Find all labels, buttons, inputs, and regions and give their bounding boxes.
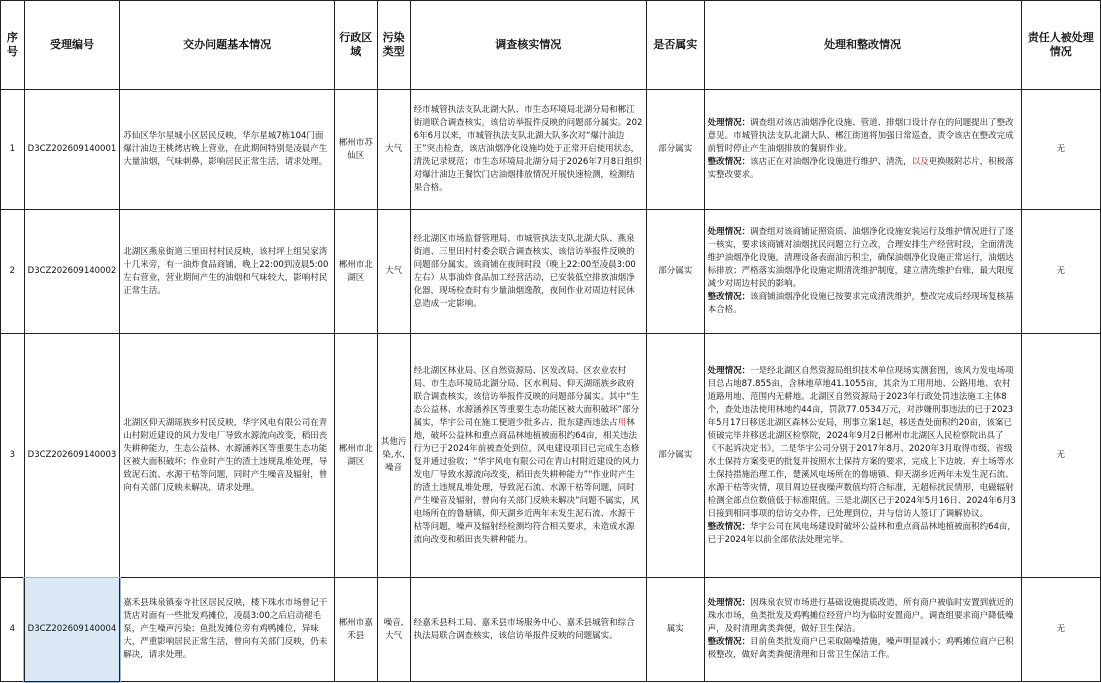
investigation-text: 经北湖区林业局、区自然资源局、区发改局、区农业农村局、市生态环境局北湖分局、区水利局、仰天湖瑶族乡政府联合调查核实，该信访举报件反映的问题部分属实。其中“生态公益林、水源涵养区等重要生态功能区被大面积破坏”部分属实，华宇公司在施工便道少批多占、批东建西违法占 <box>413 365 640 428</box>
region-cell: 郴州市嘉禾县 <box>335 578 378 682</box>
region-cell: 郴州市北湖区 <box>335 210 378 334</box>
header-pollution: 污染类型 <box>377 1 410 90</box>
header-region: 行政区域 <box>335 1 378 90</box>
accountability-cell: 无 <box>1021 90 1100 210</box>
seq-cell: 4 <box>1 578 25 682</box>
verified-cell: 部分属实 <box>646 90 704 210</box>
pollution-cell: 噪音,大气 <box>377 578 410 682</box>
handling-label: 处理情况： <box>707 598 751 608</box>
handling-text: 一是经北湖区自然资源局组织技术单位现场实测套图，该风力发电场项目总占地87.855亩，含林地草地41.1055亩，其余为工用用地、公路用地、农村道路用地、范围内无耕地。北湖区自然资源局于2023年行政处罚违法施工主体8个，查处违法使用林地约44亩，罚款77.0534万元，对涉嫌刑事违法的已于2023年5月17日移送北湖区森林公安局，刑事立案1起，移送查处面积约20亩，该案已侦破完毕并移送北湖区检察院，2024年9月2日郴州市北湖区人民检察院出具了《不起诉决定书》。二是华宇公司分别于2017年8月、2020年3月取得市级、省级水土保持方案变更的批复并按照水土保持方案的要求，完成上下边坡、弃土场等水土保持措施治理工作，楚溪风电场所在的鲁塘镇、仰天湖乡近两年未发生泥石流、水源干枯等灾情，项目周边昼夜噪声数值均符合标准，无超标扰民情形，电磁辐射检测全部点位数值低于标准限值。三是北湖区已于2024年5月16日、2024年6月3日接到相同事项的信访交办件，已处理到位，并与信访人签订了调解协议。 <box>707 365 1016 519</box>
table-row <box>1 90 1101 210</box>
red-mark-text: 以及 <box>911 157 929 167</box>
table-row <box>1 210 1101 334</box>
investigation-text-2: 林地，破坏公益林和重点商品林地植被面积约64亩，相关违法行为已于2024年前被查处到位，风电建设项目已完成生态修复并通过验收；“华宇风电有限公司在青山村附近建设的风力发电厂导致水源流向改变，稻田丧失耕种能力”“作业时产生的渣土违规乱堆处理，导致泥石流、水源干枯等问题，同时产生噪音及辐射，曾向有关部门反映未解决”问题不属实，风电场所在的鲁塘镇、仰天湖乡近两年未发生泥石流、水源干枯等问题，噪声及辐射经检测均符合相关要求，未造成水源流向改变和稻田丧失耕种能力。 <box>413 417 640 545</box>
seq-cell: 2 <box>1 210 25 334</box>
table-row <box>1 334 1101 578</box>
header-problem: 交办问题基本情况 <box>120 1 335 90</box>
seq-cell: 3 <box>1 334 25 578</box>
pollution-cell: 大气 <box>377 90 410 210</box>
id-cell: D3CZ202609140003 <box>24 334 120 578</box>
header-investigation: 调查核实情况 <box>410 1 646 90</box>
region-cell: 郴州市苏仙区 <box>335 90 378 210</box>
rectification-label: 整改情况： <box>707 292 751 302</box>
id-cell: D3CZ202609140001 <box>24 90 120 210</box>
rectification-label: 整改情况： <box>707 637 751 647</box>
accountability-cell: 无 <box>1021 210 1100 334</box>
investigation-cell: 经嘉禾县科工局、嘉禾县市场服务中心、嘉禾县城管和综合执法局联合调查核实，该信访举报件反映的问题属实。 <box>410 578 646 682</box>
handling-text: 调查组对该商铺证照资质、油烟净化设施安装运行及维护情况进行了逐一核实，要求该商铺对油烟扰民问题立行立改，合理安排生产经营时段，全面清洗维护油烟净化设施，清理设备表面油污积尘，确保油烟净化设施正常运行，油烟达标排放；严格落实油烟净化设施定期清洗维护制度，建立清洗维护台账，最大限度减少对周边村民的影响。 <box>707 227 1014 289</box>
header-id: 受理编号 <box>24 1 120 90</box>
verified-cell: 部分属实 <box>646 334 704 578</box>
handling-text: 调查组对该店油烟净化设施、管道、排烟口设计存在的问题提出了整改意见。市城管执法支队北湖大队、郴江街道将加强日常巡查，责令该店在整改完成前暂时停止产生油烟排放的餐厨作业。 <box>707 118 1014 154</box>
handling-label: 处理情况： <box>707 365 751 376</box>
handling-cell <box>704 578 1021 682</box>
rectification-text: 目前鱼类批发商户已采取隔噪措施，噪声明显减小；鸡鸭摊位商户已积极整改，做好禽类粪便清理和日常卫生保洁工作。 <box>707 637 1014 660</box>
handling-label: 处理情况： <box>707 118 751 128</box>
handling-cell <box>704 210 1021 334</box>
table-row <box>1 578 1101 682</box>
id-cell[interactable]: D3CZ202609140004 <box>24 578 120 682</box>
rectification-text: 该店正在对油烟净化设施进行维护、清洗， <box>750 157 912 167</box>
investigation-cell: 经北湖区市场监督管理局、市城管执法支队北湖大队、燕泉街道、三里田村村委会联合调查核实，该信访举报件反映的问题部分属实。该商铺在夜间时段（晚上22:00至凌晨3:00左右）从事油炸食品加工经营活动，已安装低空排放油烟净化器，现场检查时有少量油烟逸散，夜间作业对周边村民休息造成一定影响。 <box>410 210 646 334</box>
handling-cell <box>704 334 1021 578</box>
header-handling: 处理和整改情况 <box>704 1 1021 90</box>
region-cell: 郴州市北湖区 <box>335 334 378 578</box>
problem-cell: 北湖区燕泉街道三里田村村民反映，该村坪上组吴家湾十几米旁，有一油炸食品商铺，晚上22:00到凌晨5:00左右营业，营业期间产生的油烟和气味较大，影响村民正常生活。 <box>120 210 335 334</box>
header-seq: 序号 <box>1 1 25 90</box>
pollution-cell: 其他污染,水,噪音 <box>377 334 410 578</box>
handling-cell <box>704 90 1021 210</box>
problem-cell: 苏仙区华尔星城小区居民反映，华尔星城7栋104门面爆汁油边王桃烤店晚上营业，在此期间特别是凌晨产生大量油烟，气味刺鼻，影响居民正常生活，请求处理。 <box>120 90 335 210</box>
rectification-text: 华宇公司在风电场建设时破坏公益林和重点商品林地植被面积约64亩，已于2024年以前全部依法处理完毕。 <box>707 521 1016 545</box>
accountability-cell: 无 <box>1021 334 1100 578</box>
investigation-cell: 经市城管执法支队北湖大队、市生态环境局北湖分局和郴江街道联合调查核实，该信访举报件反映的问题部分属实。2026年6月以来，市城管执法支队北湖大队多次对“爆汁油边王”突击检查，该店油烟净化设施均处于正常开启使用状态，清洗记录规范；市生态环境局北湖分局于2026年7月8日组织对爆汁油边王餐饮门店油烟排放情况开展快速检测，检测结果合格。 <box>410 90 646 210</box>
verified-cell: 部分属实 <box>646 210 704 334</box>
handling-text: 因珠泉农贸市场进行基础设施提质改造，所有商户被临时安置到就近的珠水市场，鱼类批发及鸡鸭摊位经营户均为临时安置商户。调查组要求商户降低噪声，及时清理禽类粪便，做好卫生保洁。 <box>707 598 1014 634</box>
rectification-text: 该商铺油烟净化设施已按要求完成清洗维护，整改完成后经现场复核基本合格。 <box>707 292 1014 315</box>
problem-cell: 嘉禾县珠泉镇泰寺社区居民反映，楼下珠水市场曾记干货店对面有一些批发鸡摊位，凌晨3:00之后启动褪毛泵，产生噪声污染；鱼批发摊位旁有鸡鸭摊位，异味大，严重影响居民正常生活，曾向有关部门反映，仍未解决，请求处理。 <box>120 578 335 682</box>
rectification-text-2: 更换吸附芯片，积极落实整改要求。 <box>707 157 1014 180</box>
accountability-cell: 无 <box>1021 578 1100 682</box>
problem-cell: 北湖区仰天湖瑶族乡村民反映，华宇风电有限公司在青山村附近建设的风力发电厂导致水源流向改变，稻田丧失耕种能力，生态公益林、水源涵养区等重要生态功能区被大面积破坏；作业时产生的渣土违规乱堆处理，导致泥石流、水源干枯等问题，同时产生噪音及辐射，曾向有关部门反映未解决，请求处理。 <box>120 334 335 578</box>
verified-cell: 属实 <box>646 578 704 682</box>
header-row <box>1 1 1101 90</box>
rectification-label: 整改情况： <box>707 521 751 532</box>
pollution-cell: 大气 <box>377 210 410 334</box>
header-verified: 是否属实 <box>646 1 704 90</box>
seq-cell: 1 <box>1 90 25 210</box>
handling-label: 处理情况： <box>707 227 751 237</box>
red-mark-text: 用 <box>617 417 627 428</box>
id-cell: D3CZ202609140002 <box>24 210 120 334</box>
header-accountability: 责任人被处理情况 <box>1021 1 1100 90</box>
investigation-cell <box>410 334 646 578</box>
rectification-label: 整改情况： <box>707 157 751 167</box>
